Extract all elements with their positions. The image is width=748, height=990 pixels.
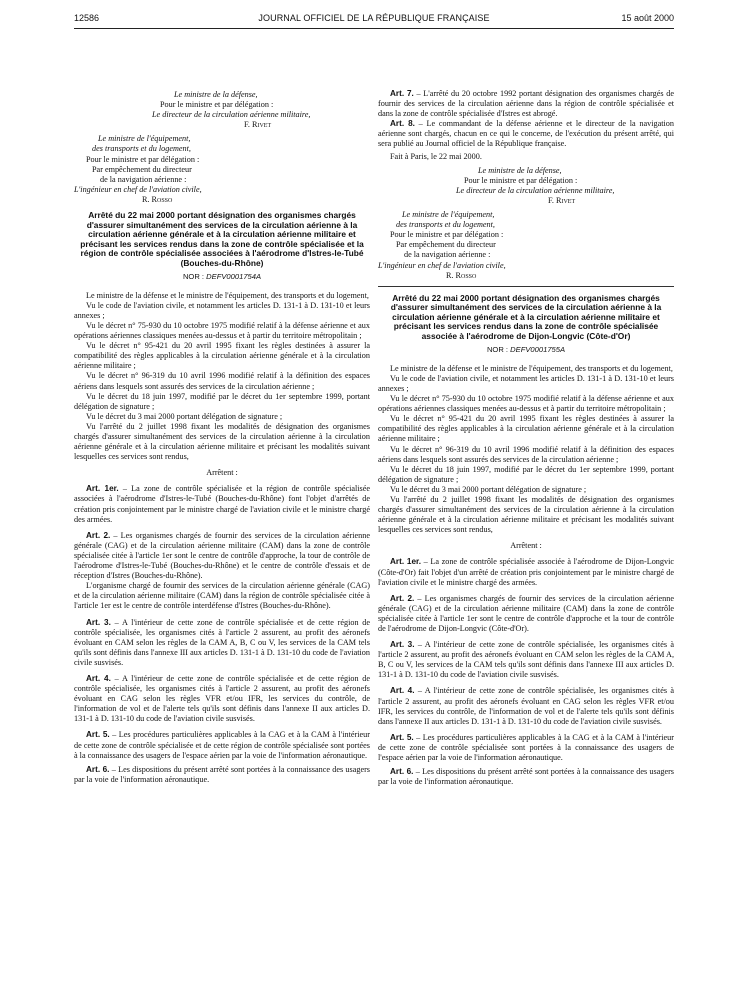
arretent-heading: Arrêtent : [206, 468, 238, 478]
article-text: – L'arrêté du 20 octobre 1992 portant désignation des organismes chargés de fournir des services de la circulation aérienne dans la région de contrôle spécialisée et dans la zone de contrôle spécialisée d'Istres est abrogé. [378, 89, 674, 119]
article [74, 765, 370, 785]
article-label: Art. 5. [86, 730, 110, 740]
nor-reference [74, 272, 370, 282]
issue-date: 15 août 2000 [621, 13, 674, 23]
article-label: Art. 4. [390, 686, 415, 696]
sig-line: Par empêchement du directeur [396, 240, 496, 250]
preamble-para: Vu le décret n° 96-319 du 10 avril 1996 modifié relatif à la définition des espaces aériens dans lesquels sont assurés des services de la circulation aérienne ; [74, 371, 370, 391]
article-text: – Le commandant de la défense aérienne et le directeur de la navigation aérienne sont chargés, chacun en ce qui le concerne, de l'exécution du présent arrêté, qui sera publié au Journal officiel de la République française. [378, 119, 674, 149]
preamble-para: Le ministre de la défense et le ministre de l'équipement, des transports et du logement, [86, 290, 369, 300]
sig-line: Par empêchement du directeur [92, 164, 192, 174]
nor-label: NOR : [486, 344, 509, 354]
article-text: – A l'intérieur de cette zone de contrôle spécialisée, les organismes cités à l'article 2 assurent, au profit des aéronefs évoluant en CAM selon les règles de la CAM A, B, C ou V, les services de la CAM tels qu'ils sont définis dans l'annexe III aux articles D. 131-1 à D. 131-10 du code de l'aviation civile susvisés. [378, 640, 674, 680]
article-label: Art. 3. [86, 617, 111, 627]
article [378, 594, 674, 634]
article-paragraph: L'organisme chargé de fournir des services de la circulation aérienne générale (CAG) et de la circulation aérienne militaire (CAM) dans la région de contrôle spécialisée citée à l'article 1er est le centre de contrôle interdéfense d'Istres (Bouches-du-Rhône). [74, 581, 370, 611]
preamble-para: Vu l'arrêté du 2 juillet 1998 fixant les modalités de désignation des organismes chargés d'assurer simultanément des services de la circulation aérienne à la circulation aérienne générale et à la circulation aérienne militaire et précisant les modalités suivant lesquelles ces services sont rendus, [378, 494, 674, 535]
nor-label: NOR : [182, 271, 205, 281]
right-column [378, 89, 674, 787]
article-text: – Les organismes chargés de fournir des services de la circulation aérienne générale (CAG) et de la circulation aérienne militaire (CAM) dans la zone de contrôle spécialisée citée à l'article 1er sont le centre de contrôle d'approche et la tour de contrôle de l'aérodrome de Dijon-Longvic (Côte-d'Or). [378, 593, 674, 633]
article [74, 531, 370, 581]
journal-title: JOURNAL OFFICIEL DE LA RÉPUBLIQUE FRANÇAISE [258, 13, 490, 23]
sig-line: Pour le ministre et par délégation : [464, 175, 578, 185]
sig-line: Pour le ministre et par délégation : [160, 100, 274, 110]
article-text: – A l'intérieur de cette zone de contrôle spécialisée et de cette région de contrôle spécialisée, les organismes cités à l'article 2 assurent, au profit des aéronefs évoluant en CAM selon les règles de la CAM A, B, C ou V, les services de la CAM tels qu'ils sont définis dans l'annexe III aux articles D. 131-1 à D. 131-10 du code de l'aviation civile susvisés. [74, 617, 370, 667]
nor-reference [378, 345, 674, 355]
article-text: – La zone de contrôle spécialisée et la région de contrôle spécialisée associées à l'aérodrome d'Istres-le-Tubé (Bouches-du-Rhône) font l'objet d'arrêtés de création pris conjointement par le ministre chargé de l'aviation civile et le ministre chargé des armées. [74, 484, 370, 524]
preamble-para: Vu le décret n° 96-319 du 10 avril 1996 modifié relatif à la définition des espaces aériens dans lesquels sont assurés des services de la circulation aérienne ; [378, 444, 674, 464]
article-label: Art. 1er. [390, 557, 422, 567]
sig-line: Le ministre de la défense, [174, 90, 258, 99]
preamble [378, 364, 674, 536]
preamble-para: Vu le code de l'aviation civile, et notamment les articles D. 131-1 à D. 131-10 et leurs annexes ; [74, 300, 370, 320]
article-label: Art. 1er. [86, 484, 119, 494]
arretent-heading: Arrêtent : [510, 541, 542, 551]
sig-line: de la navigation aérienne : [100, 174, 187, 184]
sig-line: L'ingénieur en chef de l'aviation civile, [378, 260, 506, 270]
article [378, 119, 674, 149]
sig-line: Le ministre de l'équipement, [98, 134, 191, 144]
article-label: Art. 5. [390, 732, 414, 742]
sig-line: Le directeur de la circulation aérienne militaire, [456, 185, 615, 195]
article-label: Art. 6. [86, 764, 110, 774]
sig-line: Pour le ministre et par délégation : [86, 154, 200, 164]
sig-line: de la navigation aérienne : [404, 250, 491, 260]
article [378, 733, 674, 763]
preamble-para: Vu le décret du 3 mai 2000 portant délégation de signature ; [86, 411, 283, 421]
signature-block-equipement [74, 134, 370, 205]
sig-line: Le ministre de la défense, [478, 165, 562, 175]
left-column [74, 90, 370, 785]
page-header [74, 13, 674, 25]
signatory-name: F. Rivet [244, 120, 272, 130]
article-label: Art. 6. [390, 767, 414, 777]
article-label: Art. 4. [86, 673, 111, 683]
article-label: Art. 3. [390, 640, 415, 650]
article [378, 640, 674, 680]
article [74, 618, 370, 668]
done-at: Fait à Paris, le 22 mai 2000. [390, 151, 482, 161]
signatory-name: R. Rosso [142, 194, 173, 204]
preamble-para: Vu le code de l'aviation civile, et notamment les articles D. 131-1 à D. 131-10 et leurs annexes ; [378, 373, 674, 393]
decree-title: Arrêté du 22 mai 2000 portant désignation des organismes chargés d'assurer simultanément des services de la circulation aérienne à la circulation aérienne générale et à la circulation aérienne militaire et précisant les services rendus dans la zone de contrôle spécialisée et la région de contrôle spécialisée associées à l'aérodrome d'Istres-le-Tubé (Bouches-du-Rhône) [80, 210, 364, 268]
preamble-para: Vu le décret n° 75-930 du 10 octobre 1975 modifié relatif à la défense aérienne et aux opérations aériennes classiques menées au-dessus et à partir du territoire métropolitain ; [74, 320, 370, 341]
article-text: – A l'intérieur de cette zone de contrôle spécialisée et de cette région de contrôle spécialisée, les organismes cités à l'article 2 assurent, au profit des aéronefs évoluant en CAG selon les règles VFR et/ou IFR, les services du contrôle, de l'information de vol et de l'alerte tels qu'ils sont définis dans l'annexe II aux articles D. 131-1 à D. 131-10 du code de l'aviation civile susvisés. [74, 673, 370, 724]
article-label: Art. 2. [390, 593, 415, 603]
preamble-para: Vu l'arrêté du 2 juillet 1998 fixant les modalités de désignation des organismes chargés d'assurer simultanément des services de la circulation aérienne à la circulation aérienne générale et à la circulation aérienne militaire et précisant les modalités suivant lesquelles ces services sont rendus, [74, 421, 370, 462]
preamble-para: Vu le décret du 18 juin 1997, modifié par le décret du 1er septembre 1999, portant délégation de signature ; [74, 391, 370, 411]
preamble [74, 291, 370, 463]
article [378, 89, 674, 119]
article [378, 686, 674, 726]
sig-line: des transports et du logement, [92, 144, 191, 154]
sig-line: L'ingénieur en chef de l'aviation civile, [74, 184, 202, 194]
preamble-para: Vu le décret n° 95-421 du 20 avril 1995 fixant les règles destinées à assurer la compatibilité des règles applicables à la circulation aérienne générale et à la circulation aérienne militaire ; [378, 414, 674, 444]
page-number: 12586 [74, 13, 100, 23]
preamble-para: Vu le décret n° 95-421 du 20 avril 1995 fixant les règles destinées à assurer la compatibilité des règles applicables à la circulation aérienne générale et à la circulation aérienne militaire ; [74, 341, 370, 371]
signature-block-defense [456, 166, 674, 206]
nor-code: DEFV0001754A [206, 271, 262, 281]
article-text: – La zone de contrôle spécialisée associée à l'aérodrome de Dijon-Longvic (Côte-d'Or) fait l'objet d'un arrêté de création pris conjointement par le ministre chargé de l'aviation civile et le ministre chargé des armées. [378, 557, 674, 587]
signature-block-equipement [378, 210, 674, 281]
article-text: – Les procédures particulières applicables à la CAG et à la CAM à l'intérieur de cette zone de contrôle spécialisée et de cette région de contrôle spécialisée sont portées à la connaissance des usagers de l'espace aérien par la voie de l'information aéronautique. [74, 730, 370, 760]
signatory-name: F. Rivet [548, 195, 576, 205]
article-text: – Les dispositions du présent arrêté sont portées à la connaissance des usagers par la voie de l'information aéronautique. [74, 764, 370, 784]
article [74, 674, 370, 724]
article [378, 767, 674, 787]
article-label: Art. 8. [390, 119, 415, 129]
article-label: Art. 7. [390, 89, 414, 98]
article-text: – Les procédures particulières applicables à la CAG et à la CAM à l'intérieur de cette zone de contrôle spécialisée sont portées à la connaissance des usagers de l'espace aérien par la voie de l'information aéronautique. [378, 732, 674, 763]
nor-code: DEFV0001755A [510, 344, 566, 354]
decree-title: Arrêté du 22 mai 2000 portant désignation des organismes chargés d'assurer simultanément des services de la circulation aérienne à la circulation aérienne générale et à la circulation aérienne militaire et précisant les services rendus dans la zone de contrôle spécialisée associée à l'aérodrome de Dijon-Longvic (Côte-d'Or) [390, 292, 662, 342]
article-text: – Les organismes chargés de fournir des services de la circulation aérienne générale (CAG) et de la circulation aérienne militaire (CAM) dans la zone de contrôle spécialisée citée à l'article 1er sont le centre de contrôle d'approche, la tour de contrôle de l'aérodrome d'Istres-le-Tubé (Bouches-du-Rhône) et le centre de contrôle d'essais et de réception d'Istres (Bouches-du-Rhône). [74, 530, 370, 581]
sig-line: Le ministre de l'équipement, [402, 210, 495, 220]
section-divider [378, 286, 674, 287]
sig-line: Pour le ministre et par délégation : [390, 230, 504, 240]
article [74, 730, 370, 760]
sig-line: Le directeur de la circulation aérienne militaire, [152, 110, 311, 120]
header-rule [74, 28, 674, 29]
preamble-para: Le ministre de la défense et le ministre de l'équipement, des transports et du logement, [390, 363, 673, 373]
signature-block-defense [152, 90, 370, 130]
preamble-para: Vu le décret du 18 juin 1997, modifié par le décret du 1er septembre 1999, portant délégation de signature ; [378, 464, 674, 484]
article [74, 484, 370, 524]
preamble-para: Vu le décret n° 75-930 du 10 octobre 1975 modifié relatif à la défense aérienne et aux opérations aériennes classiques menées au-dessus et à partir du territoire métropolitain ; [378, 394, 674, 414]
article [378, 557, 674, 587]
article-label: Art. 2. [86, 530, 111, 540]
article-text: – A l'intérieur de cette zone de contrôle spécialisée, les organismes cités à l'article 2 assurent, au profit des aéronefs évoluant en CAG selon les règles VFR et/ou IFR, les services du contrôle, de l'information de vol et de l'alerte tels qu'ils sont définis dans l'annexe II aux articles D. 131-1 à D. 131-10 du code de l'aviation civile susvisés. [378, 686, 674, 726]
article-text: – Les dispositions du présent arrêté sont portées à la connaissance des usagers par la voie de l'information aéronautique. [378, 767, 674, 787]
sig-line: des transports et du logement, [396, 220, 495, 230]
signatory-name: R. Rosso [446, 270, 477, 280]
preamble-para: Vu le décret du 3 mai 2000 portant délégation de signature ; [390, 484, 587, 494]
